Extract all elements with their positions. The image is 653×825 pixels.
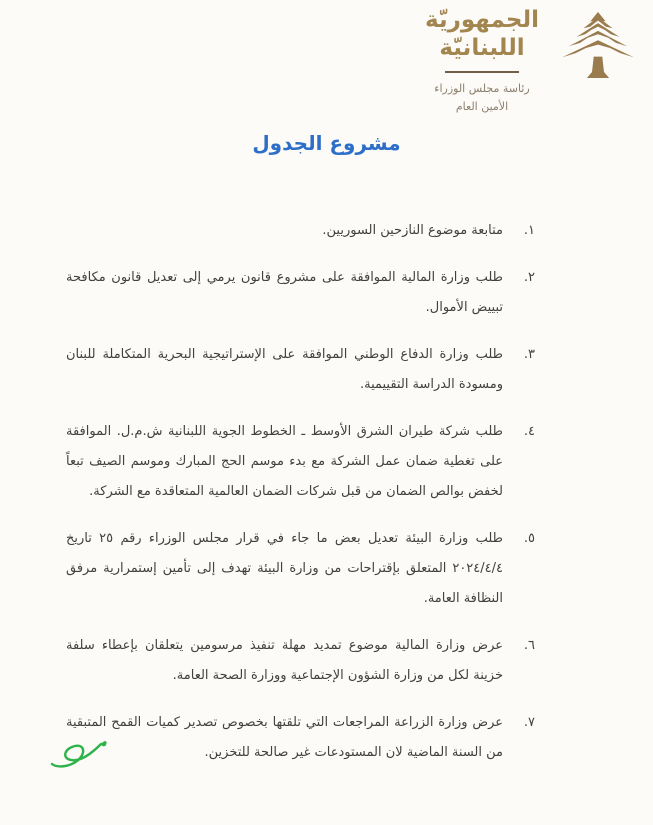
- agenda-item-6: [66, 631, 535, 691]
- agenda-item-3: [66, 340, 535, 400]
- agenda-item-2: [66, 263, 535, 323]
- org-name: رئاسة مجلس الوزراء: [434, 82, 530, 96]
- agenda-item-4: [66, 417, 535, 507]
- item-number: ٧.: [523, 715, 535, 730]
- item-text: عرض وزارة المالية موضوع تمديد مهلة تنفيذ مرسومين يتعلقان بإعطاء سلفة خزينة لكل من وزارة الشؤون الإجتماعية ووزارة الصحة العامة.: [66, 638, 503, 683]
- green-signature-scribble-icon: [48, 734, 114, 780]
- emblem-title-line1: الجمهوريّة: [425, 7, 539, 33]
- item-number: ١.: [523, 223, 535, 238]
- item-number: ٦.: [523, 638, 535, 653]
- item-number: ٣.: [523, 347, 535, 362]
- item-text: عرض وزارة الزراعة المراجعات التي تلقتها بخصوص تصدير كميات القمح المتبقية من السنة الماضية لان المستودعات غير صالحة للتخزين.: [66, 715, 503, 760]
- page-title: مشروع الجدول: [252, 131, 401, 155]
- agenda-item-1: [66, 216, 535, 246]
- emblem-title-line2: اللبنانيّة: [439, 35, 525, 62]
- item-text: متابعة موضوع النازحين السوريين.: [322, 223, 503, 238]
- item-text: طلب وزارة المالية الموافقة على مشروع قانون يرمي إلى تعديل قانون مكافحة تبييض الأموال.: [66, 270, 503, 315]
- item-text: طلب وزارة البيئة تعديل بعض ما جاء في قرار مجلس الوزراء رقم ٢٥ تاريخ ٢٠٢٤/٤/٤ المتعلق بإقتراحات من وزارة البيئة تهدف إلى تأمين إستمرارية مرفق النظافة العامة.: [66, 531, 504, 606]
- item-text: طلب شركة طيران الشرق الأوسط ـ الخطوط الجوية اللبنانية ش.م.ل. الموافقة على تغطية ضمان عمل الشركة مع بدء موسم الحج المبارك وموسم الصيف تبعاً لخفض بوالص الضمان من قبل شركات الضمان العالمية المتعاقدة مع الشركة.: [66, 424, 503, 499]
- letterhead: [421, 6, 643, 118]
- cedar-tree-icon: [555, 6, 643, 84]
- emblem-divider: [445, 71, 519, 73]
- agenda-list: [66, 216, 535, 785]
- item-number: ٢.: [523, 270, 535, 285]
- agenda-item-5: [66, 524, 535, 614]
- item-text: طلب وزارة الدفاع الوطني الموافقة على الإستراتيجية البحرية المتكاملة للبنان ومسودة الدراسة التقييمية.: [66, 347, 503, 392]
- org-subtitle: الأمين العام: [455, 100, 509, 114]
- item-number: ٤.: [523, 424, 535, 439]
- agenda-item-7: [66, 708, 535, 768]
- item-number: ٥.: [523, 531, 535, 546]
- republic-emblem-text: [421, 6, 543, 118]
